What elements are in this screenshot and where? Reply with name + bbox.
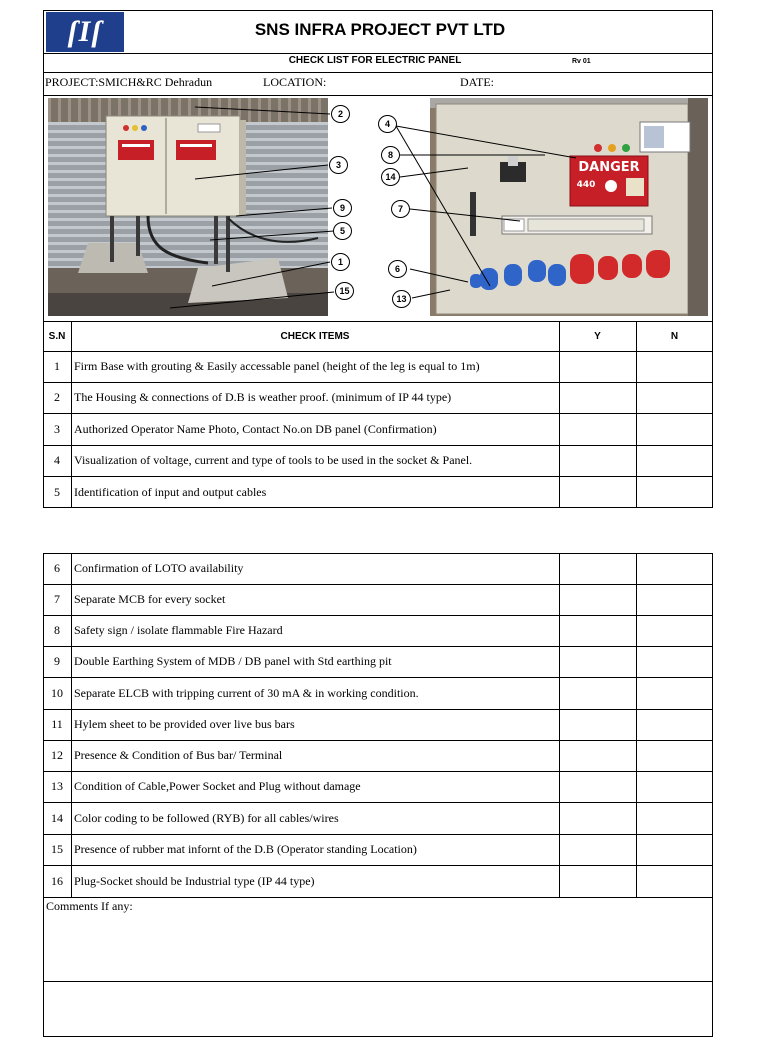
- row-check-item: Identification of input and output cables: [74, 484, 267, 499]
- row-n-checkbox[interactable]: [636, 413, 713, 445]
- row-y-checkbox[interactable]: [559, 584, 636, 615]
- row-y-checkbox[interactable]: [559, 382, 636, 413]
- row-y-checkbox[interactable]: [559, 865, 636, 898]
- danger-sign-text: DANGER: [578, 160, 640, 175]
- row-check-item: Condition of Cable,Power Socket and Plug without damage: [74, 779, 361, 793]
- row-check-item: Separate MCB for every socket: [74, 592, 226, 606]
- row-y-checkbox[interactable]: [559, 709, 636, 740]
- row-sn: 5: [54, 484, 60, 499]
- row-check-item: Firm Base with grouting & Easily accessable panel (height of the leg is equal to 1m): [74, 359, 480, 373]
- row-sn: 8: [54, 623, 60, 637]
- row-y-checkbox[interactable]: [559, 476, 636, 508]
- row-n-checkbox[interactable]: [636, 615, 713, 646]
- callout-9: 9: [333, 199, 352, 217]
- callout-8: 8: [381, 146, 400, 164]
- row-y-checkbox[interactable]: [559, 553, 636, 584]
- row-n-checkbox[interactable]: [636, 865, 713, 898]
- callout-4: 4: [378, 115, 397, 133]
- row-y-checkbox[interactable]: [559, 834, 636, 865]
- row-sn: 13: [51, 779, 63, 793]
- row-sn: 16: [51, 874, 63, 888]
- location-label: LOCATION:: [263, 75, 327, 89]
- row-sn: 10: [51, 685, 63, 700]
- row-sn: 7: [54, 592, 60, 606]
- row-y-checkbox[interactable]: [559, 351, 636, 382]
- row-n-checkbox[interactable]: [636, 351, 713, 382]
- row-check-item: Double Earthing System of MDB / DB panel with Std earthing pit: [74, 654, 392, 668]
- column-header-n: N: [670, 330, 679, 342]
- callout-7: 7: [391, 200, 410, 218]
- callout-2: 2: [331, 105, 350, 123]
- company-name: SNS INFRA PROJECT PVT LTD: [254, 20, 506, 39]
- row-n-checkbox[interactable]: [636, 584, 713, 615]
- row-y-checkbox[interactable]: [559, 677, 636, 709]
- callout-5: 5: [333, 222, 352, 240]
- row-y-checkbox[interactable]: [559, 615, 636, 646]
- callout-15: 15: [335, 282, 354, 300]
- comments-label: Comments If any:: [46, 899, 133, 913]
- row-n-checkbox[interactable]: [636, 382, 713, 413]
- row-sn: 14: [51, 810, 63, 825]
- date-label: DATE:: [460, 75, 494, 89]
- checklist-title: CHECK LIST FOR ELECTRIC PANEL: [288, 55, 462, 66]
- row-check-item: Plug-Socket should be Industrial type (IP 44 type): [74, 874, 315, 888]
- row-check-item: Color coding to be followed (RYB) for all cables/wires: [74, 810, 339, 825]
- row-n-checkbox[interactable]: [636, 553, 713, 584]
- logo-text: ſIſ: [67, 15, 103, 48]
- callout-1: 1: [331, 253, 350, 271]
- comments-box[interactable]: [43, 897, 713, 1037]
- column-header-check-items: CHECK ITEMS: [280, 330, 350, 342]
- row-check-item: Visualization of voltage, current and type of tools to be used in the socket & Panel.: [74, 453, 473, 467]
- row-sn: 4: [54, 453, 60, 467]
- row-y-checkbox[interactable]: [559, 445, 636, 476]
- row-n-checkbox[interactable]: [636, 476, 713, 508]
- row-check-item: Confirmation of LOTO availability: [74, 561, 244, 575]
- row-sn: 15: [51, 842, 63, 856]
- row-check-item: Presence of rubber mat infornt of the D.B (Operator standing Location): [74, 842, 417, 856]
- row-sn: 12: [51, 748, 63, 762]
- row-n-checkbox[interactable]: [636, 771, 713, 802]
- row-check-item: Presence & Condition of Bus bar/ Terminal: [74, 748, 283, 762]
- row-check-item: The Housing & connections of D.B is weather proof. (minimum of IP 44 type): [74, 390, 452, 404]
- row-n-checkbox[interactable]: [636, 740, 713, 771]
- row-y-checkbox[interactable]: [559, 413, 636, 445]
- row-sn: 1: [54, 359, 60, 373]
- row-check-item: Separate ELCB with tripping current of 30 mA & in working condition.: [74, 685, 419, 700]
- callout-leader-lines: [0, 0, 768, 330]
- row-sn: 9: [54, 654, 60, 668]
- revision-label: Rv 01: [572, 58, 591, 65]
- row-y-checkbox[interactable]: [559, 771, 636, 802]
- callout-14: 14: [381, 168, 400, 186]
- callout-6: 6: [388, 260, 407, 278]
- row-n-checkbox[interactable]: [636, 646, 713, 677]
- row-sn: 6: [54, 561, 60, 575]
- row-sn: 2: [54, 390, 60, 404]
- callout-13: 13: [392, 290, 411, 308]
- row-n-checkbox[interactable]: [636, 834, 713, 865]
- row-sn: 3: [54, 421, 60, 436]
- row-check-item: Authorized Operator Name Photo, Contact No.on DB panel (Confirmation): [74, 421, 437, 436]
- row-check-item: Hylem sheet to be provided over live bus bars: [74, 717, 295, 731]
- row-y-checkbox[interactable]: [559, 740, 636, 771]
- danger-volts-text: 440: [576, 180, 596, 190]
- row-y-checkbox[interactable]: [559, 802, 636, 834]
- row-sn: 11: [51, 717, 63, 731]
- row-check-item: Safety sign / isolate flammable Fire Hazard: [74, 623, 283, 637]
- row-y-checkbox[interactable]: [559, 646, 636, 677]
- callout-3: 3: [329, 156, 348, 174]
- row-n-checkbox[interactable]: [636, 802, 713, 834]
- row-n-checkbox[interactable]: [636, 445, 713, 476]
- project-label: PROJECT:SMICH&RC Dehradun: [45, 75, 213, 89]
- row-n-checkbox[interactable]: [636, 677, 713, 709]
- column-header-sn: S.N: [48, 330, 66, 342]
- row-n-checkbox[interactable]: [636, 709, 713, 740]
- column-header-y: Y: [594, 330, 601, 342]
